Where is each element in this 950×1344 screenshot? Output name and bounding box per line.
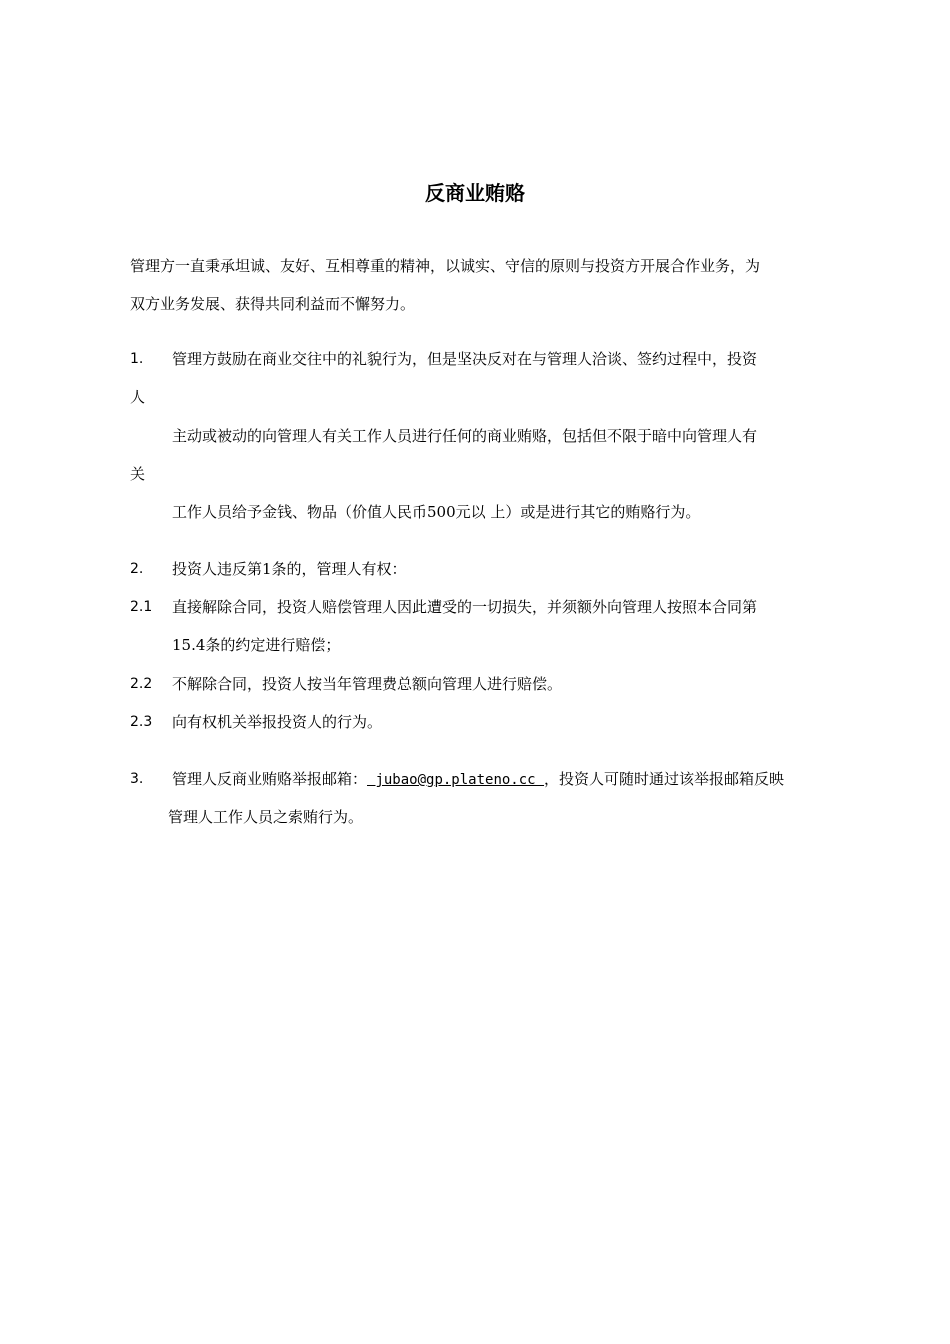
item-3-prefix: 管理人反商业贿赂举报邮箱：: [172, 770, 368, 788]
item-2-1-line-2: 15.4条的约定进行赔偿；: [172, 636, 341, 654]
item-2-1-number: 2.1: [130, 599, 153, 615]
item-2-3-text: 向有权机关举报投资人的行为。: [172, 713, 383, 731]
item-3-number: 3.: [130, 771, 144, 787]
item-2-number: 2.: [130, 561, 144, 577]
item-3-line-2: 管理人工作人员之索贿行为。: [168, 808, 364, 826]
item-1-number: 1.: [130, 351, 144, 367]
item-1-line-3: 工作人员给予金钱、物品（价值人民币500元以 上）或是进行其它的贿赂行为。: [172, 503, 701, 521]
item-2-1-line-1: 直接解除合同，投资人赔偿管理人因此遭受的一切损失，并须额外向管理人按照本合同第: [172, 598, 758, 616]
item-1-line-1: 管理方鼓励在商业交往中的礼貌行为，但是坚决反对在与管理人洽谈、签约过程中，投资: [172, 350, 758, 368]
intro-line-1: 管理方一直秉承坦诚、友好、互相尊重的精神，以诚实、守信的原则与投资方开展合作业务，为: [130, 257, 761, 275]
document-title: 反商业贿赂: [425, 181, 525, 205]
item-3-line-1: [172, 768, 784, 791]
item-1-line-2: 主动或被动的向管理人有关工作人员进行任何的商业贿赂，包括但不限于暗中向管理人有: [172, 427, 758, 445]
report-email-link[interactable]: jubao@gp.plateno.cc: [367, 772, 545, 788]
intro-line-2: 双方业务发展、获得共同利益而不懈努力。: [130, 295, 416, 313]
item-2-2-text: 不解除合同，投资人按当年管理费总额向管理人进行赔偿。: [172, 675, 563, 693]
item-1-line-2-wrap: 关: [130, 465, 146, 483]
item-2-3-number: 2.3: [130, 714, 153, 730]
item-2-2-number: 2.2: [130, 676, 153, 692]
item-1-line-1-wrap: 人: [130, 388, 146, 406]
item-3-suffix: ，投资人可随时通过该举报邮箱反映: [544, 770, 785, 788]
item-2-text: 投资人违反第1条的，管理人有权：: [172, 560, 407, 578]
